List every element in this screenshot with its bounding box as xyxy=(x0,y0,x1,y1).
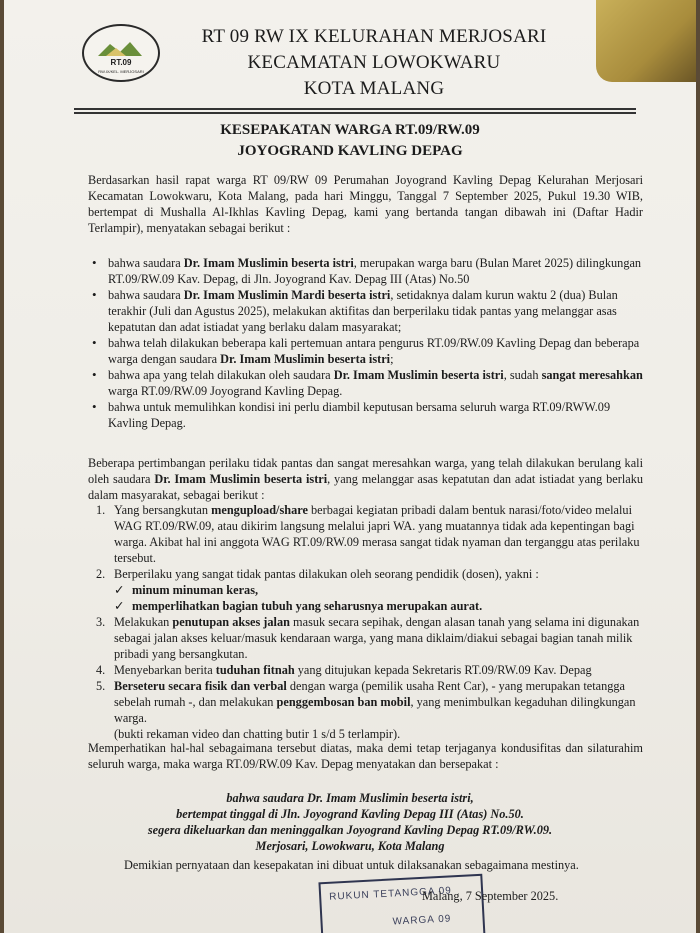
declaration-block xyxy=(4,790,696,854)
checkmark-icon: ✓ xyxy=(114,599,125,613)
list-item: • bahwa untuk memulihkan kondisi ini perlu diambil keputusan bersama seluruh warga RT.09/RWW.09 Kavling Depag. xyxy=(90,399,650,431)
list-item: 5. Berseteru secara fisik dan verbal dengan warga (pemilik usaha Rent Car), - yang merupakan tetangga sebelah rumah -, dan melakukan penggembosan ban mobil, yang menimbulkan kegaduhan dilingkungan warga. (bukti rekaman video dan chatting butir 1 s/d 5 terlampir). xyxy=(96,679,636,741)
declaration-line: segera dikeluarkan dan meninggalkan Joyogrand Kavling Depag RT.09/RW.09. xyxy=(147,823,553,837)
statement-list xyxy=(90,253,650,431)
checkmark-item: ✓ minum minuman keras, xyxy=(114,583,259,597)
logo-text: RT.09 xyxy=(110,58,132,67)
document-page xyxy=(4,0,696,933)
list-item: • bahwa telah dilakukan beberapa kali pertemuan antara pengurus RT.09/RW.09 Kavling Depag dan beberapa warga dengan saudara Dr. Imam Muslimin beserta istri; xyxy=(90,335,650,367)
checkmark-icon: ✓ xyxy=(114,583,125,597)
letterhead-line-3: KOTA MALANG xyxy=(303,78,445,99)
list-item: 2. Berperilaku yang sangat tidak pantas dilakukan oleh seorang pendidik (dosen), yakni : ✓ minum minuman keras, ✓ memperlihatkan bagian tubuh yang seharusnya merupakan aurat. xyxy=(96,566,646,614)
checkmark-item: ✓ memperlihatkan bagian tubuh yang seharusnya merupakan aurat. xyxy=(114,599,483,613)
signing-date: Malang, 7 September 2025. xyxy=(422,889,559,903)
document-subtitle: JOYOGRAND KAVLING DEPAG xyxy=(237,143,463,159)
document-title: KESEPAKATAN WARGA RT.09/RW.09 xyxy=(220,122,480,138)
declaration-line: bahwa saudara Dr. Imam Muslimin beserta istri, xyxy=(226,791,474,805)
rt-logo xyxy=(82,24,160,82)
evidence-note: (bukti rekaman video dan chatting butir 1 s/d 5 terlampir). xyxy=(114,727,401,741)
stamp-text: RUKUN TETANGGA 09 xyxy=(328,885,453,903)
closing-paragraph: Memperhatikan hal-hal sebagaimana tersebut diatas, maka demi tetap terjaganya kondusifitas dan silaturahim seluruh warga, maka warga RT.09/RW.09 Kav. Depag menyatakan dan bersepakat : xyxy=(88,741,643,771)
list-item: 3. Melakukan penutupan akses jalan masuk secara sepihak, dengan alasan tanah yang selama ini digunakan sebagai jalan akses keluar/masuk kendaraan warga, yang mana diklaim/diakui sebagai bagian tanah milik pribadi yang bersangkutan. xyxy=(96,615,640,661)
header-rule xyxy=(74,112,636,114)
considerations-paragraph: Beberapa pertimbangan perilaku tidak pantas dan sangat meresahkan warga, yang telah dilakukan berulang kali oleh saudara Dr. Imam Muslimin beserta istri, yang melanggar asas kepatutan dan adat istiadat yang berlaku dalam masyarakat, sebagai berikut : xyxy=(88,456,643,502)
final-statement: Demikian pernyataan dan kesepakatan ini dibuat untuk dilaksanakan sebagaimana mestinya. xyxy=(124,858,579,872)
letterhead-line-2: KECAMATAN LOWOKWARU xyxy=(247,52,501,73)
header-rule xyxy=(74,108,636,110)
logo-subtext: RW.IX/KEL. MERJOSARI xyxy=(98,69,144,74)
list-item: • bahwa saudara Dr. Imam Muslimin beserta istri, merupakan warga baru (Bulan Maret 2025) dilingkungan RT.09/RW.09 Kav. Depag, di Jln. Joyogrand Kav. Depag III (Atas) No.50 xyxy=(90,255,650,287)
declaration-line: Merjosari, Lowokwaru, Kota Malang xyxy=(255,839,445,853)
letterhead-line-1: RT 09 RW IX KELURAHAN MERJOSARI xyxy=(201,26,547,47)
list-item: 1. Yang bersangkutan mengupload/share berbagai kegiatan pribadi dalam bentuk narasi/foto/video melalui WAG RT.09/RW.09, atau dikirim langsung melalui japri WA. yang muatannya tidak ada kepentingan bagi warga. Akibat hal ini anggota WAG RT.09/RW.09 merasa sangat tidak nyaman dan terganggu atas perilaku tersebut. xyxy=(96,503,640,565)
declaration-line: bertempat tinggal di Jln. Joyogrand Kavling Depag III (Atas) No.50. xyxy=(176,807,524,821)
stamp-text: WARGA 09 xyxy=(392,913,452,928)
background-object xyxy=(596,0,696,82)
intro-paragraph: Berdasarkan hasil rapat warga RT 09/RW 09 Perumahan Joyogrand Kavling Depag Kelurahan Merjosari Kecamatan Lowokwaru, Kota Malang, pada hari Minggu, Tanggal 7 September 2025, Pukul 19.30 WIB, bertempat di Mushalla Al-Ikhlas Kavling Depag, kami yang bertanda tangan dibawah ini (Daftar Hadir Terlampir), menyatakan sebagai berikut : xyxy=(88,173,643,235)
list-item: • bahwa apa yang telah dilakukan oleh saudara Dr. Imam Muslimin beserta istri, sudah sangat meresahkan warga RT.09/RW.09 Joyogrand Kavling Depag. xyxy=(90,367,650,399)
list-item: 4. Menyebarkan berita tuduhan fitnah yang ditujukan kepada Sekretaris RT.09/RW.09 Kav. Depag xyxy=(96,663,592,677)
roof-icon xyxy=(96,40,144,58)
list-item: • bahwa saudara Dr. Imam Muslimin Mardi beserta istri, setidaknya dalam kurun waktu 2 (dua) Bulan terakhir (Juli dan Agustus 2025), melakukan aktifitas dan berperilaku tidak pantas yang melanggar asas kepatutan dan adat istiadat yang berlaku dalam masyarakat; xyxy=(90,287,650,335)
considerations-list xyxy=(96,502,646,742)
